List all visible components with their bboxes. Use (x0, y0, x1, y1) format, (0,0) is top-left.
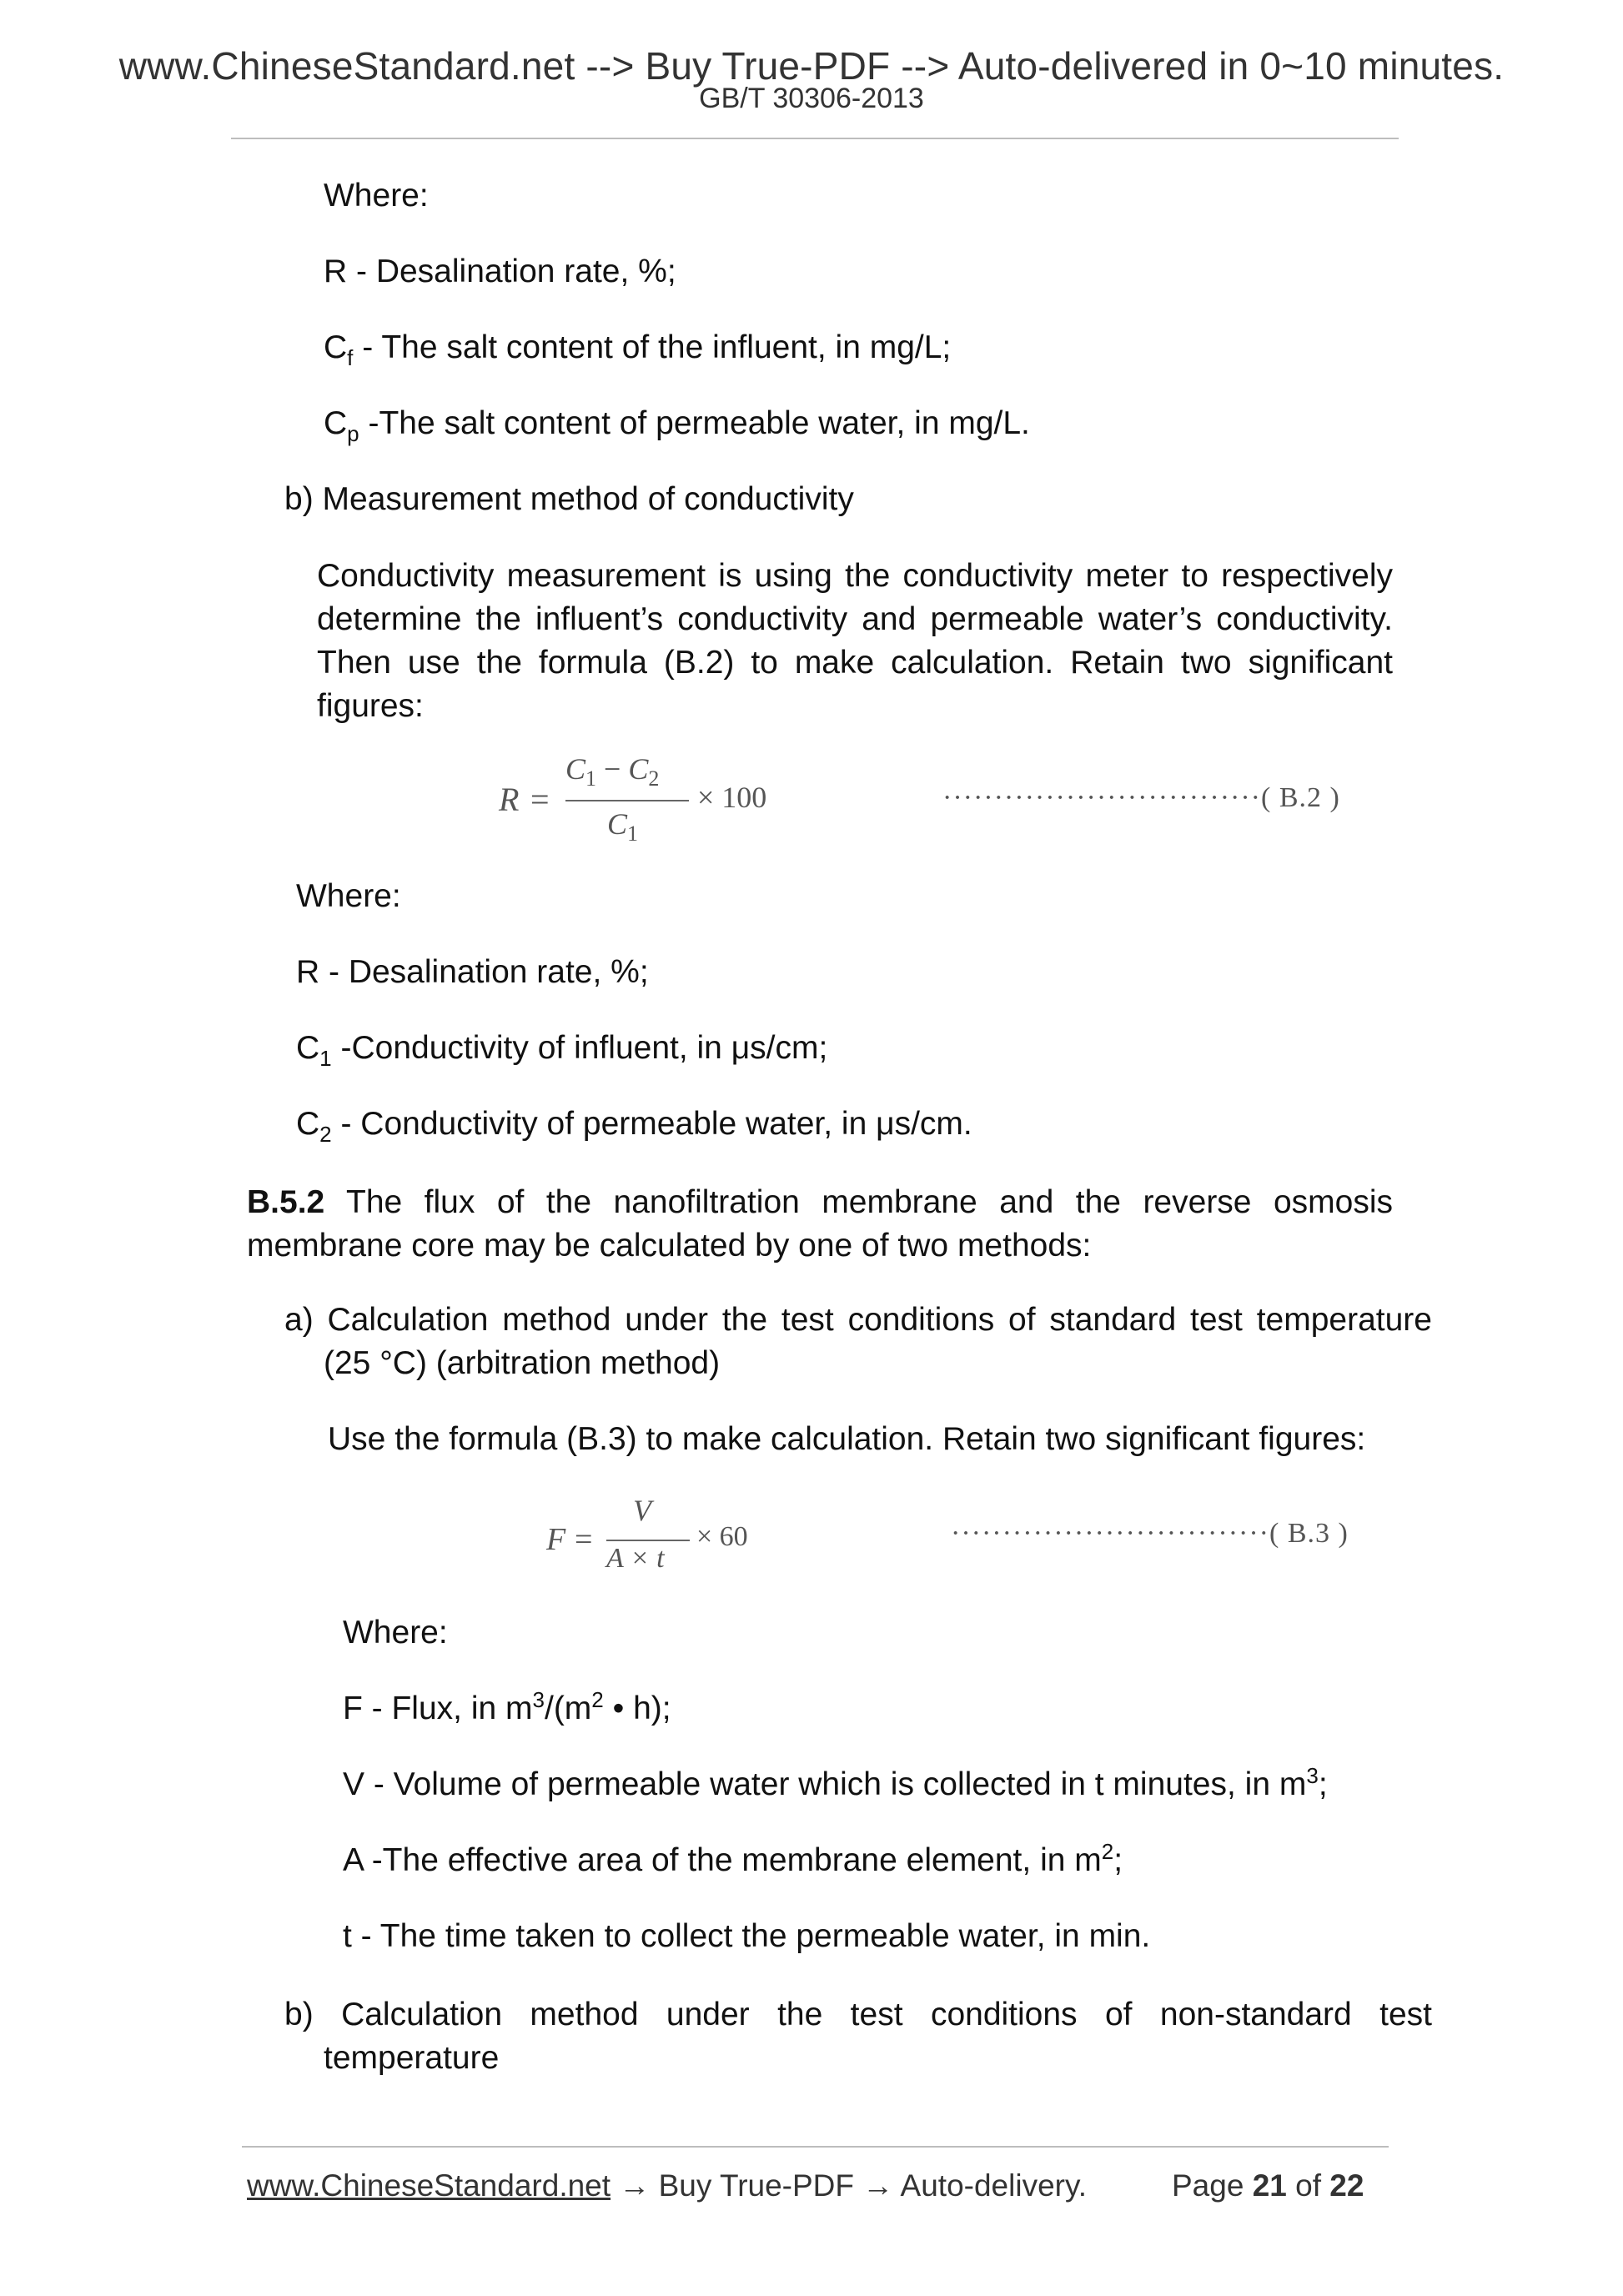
v-text-post: ; (1318, 1766, 1328, 1802)
cp-text: -The salt content of permeable water, in mg/L. (359, 405, 1030, 441)
footer-page-total: 22 (1329, 2168, 1364, 2203)
footer-divider (242, 2146, 1389, 2148)
cf-subscript: f (347, 344, 354, 370)
formula-b2 (499, 752, 799, 855)
f-sup-2: 2 (591, 1687, 604, 1712)
formula-b3-fraction-bar (606, 1540, 690, 1541)
formula-b2-den-c: C (607, 807, 628, 841)
formula-b3-numerator: V (633, 1494, 651, 1527)
formula-b2-lhs: R (499, 781, 520, 818)
f-text-mid: /(m (544, 1691, 592, 1726)
c1-subscript: 1 (319, 1045, 332, 1071)
footer-buy: Buy True-PDF (658, 2168, 855, 2203)
formula-b3-denominator: A × t (606, 1543, 665, 1574)
a-sup: 2 (1101, 1839, 1114, 1864)
header-divider (231, 138, 1399, 139)
conductivity-paragraph: Conductivity measurement is using the conductivity meter to respectively determine the influent’s conductivity and permeable water’s conductivity. Then use the formula (B.2) to make calculation. Retain two significant figures: (317, 558, 1393, 724)
v-sup: 3 (1306, 1763, 1319, 1788)
c1-text: -Conductivity of influent, in μs/cm; (331, 1030, 828, 1066)
item-a-text: a) Calculation method under the test conditions of standard test temperature (25 °C) (arbitration method) (284, 1302, 1432, 1381)
f-text-post: • h); (603, 1691, 671, 1726)
clause-b52-label: B.5.2 (247, 1184, 325, 1220)
c2-definition (296, 1104, 972, 1147)
c2-text: - Conductivity of permeable water, in μs/cm. (331, 1106, 972, 1142)
formula-b3-intro: Use the formula (B.3) to make calculation. Retain two significant figures: (328, 1421, 1366, 1457)
footer-auto: Auto-delivery. (900, 2168, 1088, 2203)
cf-symbol: C (324, 329, 348, 365)
footer-page-indicator (1172, 2168, 1364, 2203)
v-text-pre: V - Volume of permeable water which is collected in t minutes, in m (343, 1766, 1307, 1802)
where-label-3: Where: (343, 1615, 448, 1650)
cp-subscript: p (347, 420, 359, 446)
c2-symbol: C (296, 1106, 320, 1142)
clause-b52 (247, 1181, 1393, 1268)
item-b-text: b) Calculation method under the test conditions of non-standard test temperature (284, 1997, 1432, 2076)
formula-b2-tail: × 100 (697, 781, 767, 814)
formula-b2-numerator (565, 751, 660, 791)
cf-definition (324, 328, 951, 368)
formula-b3-equals: = (575, 1522, 593, 1557)
cp-definition (324, 404, 1030, 444)
where-label-1: Where: (324, 178, 429, 214)
formula-b2-c1-sub: 1 (585, 766, 597, 791)
formula-b2-fraction-bar (565, 800, 689, 801)
footer-arrow-1: → (611, 2168, 659, 2203)
formula-b2-den-sub: 1 (627, 821, 639, 847)
clause-b52-text: The flux of the nanofiltration membrane and the reverse osmosis membrane core may be calculated by one of two methods: (247, 1184, 1393, 1264)
formula-b2-c2-sub: 2 (648, 766, 660, 791)
formula-b2-denominator (607, 806, 639, 847)
r-definition-1: R - Desalination rate, %; (324, 254, 676, 289)
footer-page-word: Page (1172, 2168, 1244, 2203)
formula-b2-minus: − (604, 752, 621, 786)
f-sup-1: 3 (532, 1687, 545, 1712)
c1-symbol: C (296, 1030, 320, 1066)
formula-b3 (546, 1494, 813, 1590)
formula-b2-c1: C (565, 752, 586, 786)
header-banner[interactable]: www.ChineseStandard.net --> Buy True-PDF --> Auto-delivered in 0~10 minutes. (118, 44, 1505, 88)
v-definition (343, 1765, 1328, 1805)
f-text-pre: F - Flux, in m (343, 1691, 533, 1726)
r-definition-2: R - Desalination rate, %; (296, 954, 649, 990)
formula-b2-equals: = (530, 781, 550, 818)
formula-b3-tail: × 60 (696, 1521, 748, 1552)
f-definition (343, 1689, 671, 1729)
formula-b2-c2: C (628, 752, 649, 786)
a-definition (343, 1841, 1123, 1881)
a-text-post: ; (1113, 1842, 1123, 1878)
footer-left (247, 2168, 1087, 2203)
footer-site-link[interactable]: www.ChineseStandard.net (247, 2168, 611, 2203)
c2-subscript: 2 (319, 1121, 332, 1147)
c1-definition (296, 1028, 828, 1071)
formula-b3-number: ·······························( B.3 ) (951, 1518, 1349, 1549)
where-label-2: Where: (296, 878, 401, 914)
footer-page-number: 21 (1252, 2168, 1287, 2203)
standard-number: GB/T 30306-2013 (699, 83, 924, 114)
a-text-pre: A -The effective area of the membrane element, in m (343, 1842, 1102, 1878)
cf-text: - The salt content of the influent, in mg/L; (353, 329, 952, 365)
footer-of-word: of (1295, 2168, 1321, 2203)
formula-b3-lhs: F (546, 1522, 566, 1557)
formula-b2-number: ·······························( B.2 ) (942, 782, 1340, 813)
conductivity-heading: b) Measurement method of conductivity (284, 481, 854, 517)
footer-arrow-2: → (854, 2168, 901, 2203)
t-definition: t - The time taken to collect the permeable water, in min. (343, 1918, 1151, 1954)
cp-symbol: C (324, 405, 348, 441)
